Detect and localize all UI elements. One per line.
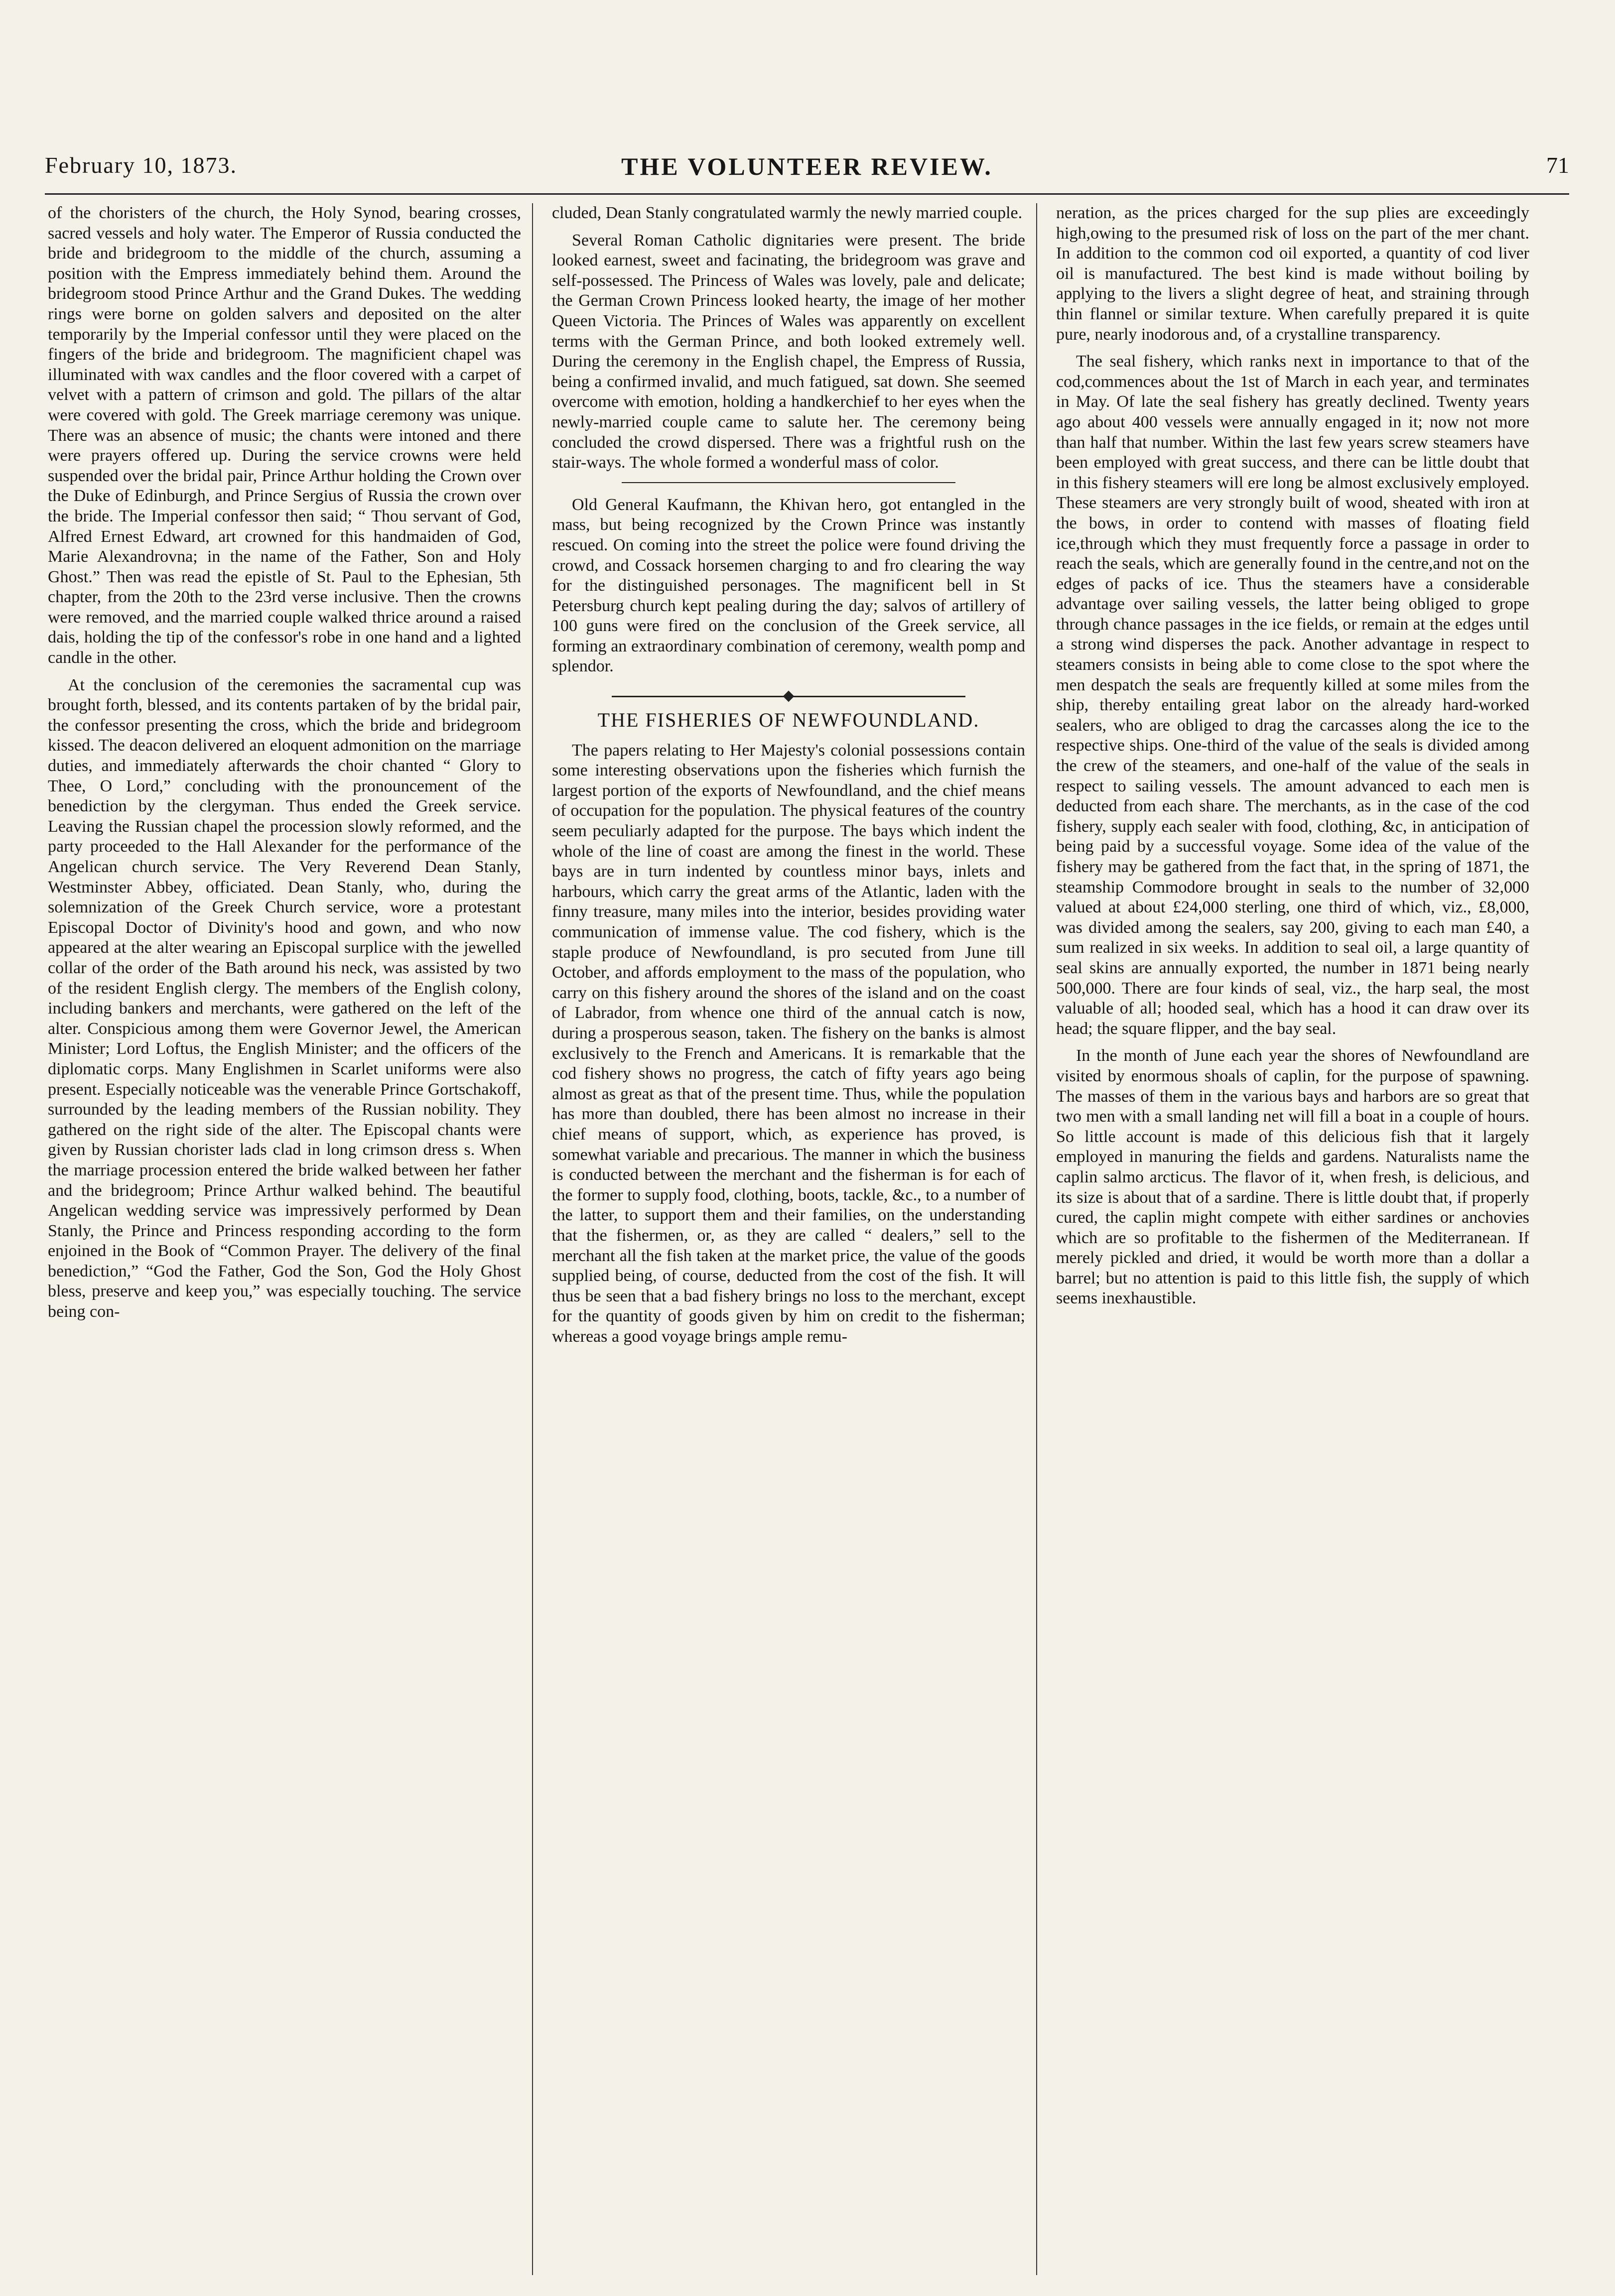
article-paragraph: of the choristers of the church, the Holy Synod, bearing crosses, sacred vessels and holy water. The Emperor of Russia conducted the bride and bridegroom to the middle of the church, assuming a position with the Empress immediately behind them. Around the bridegroom stood Prince Arthur and the Grand Dukes. The wedding rings were borne on golden salvers and deposited on the alter temporarily by the Imperial confessor until they were placed on the fingers of the bride and bridegroom. The magnificient chapel was illuminated with wax candles and the floor covered with a carpet of velvet with a pattern of crimson and gold. The pillars of the altar were covered with gold. The Greek marriage ceremony was unique. There was an absence of music; the chants were intoned and there were prayers offered up. During the service crowns were held suspended over the bridal pair, Prince Arthur holding the Crown over the Duke of Edinburgh, and Prince Sergius of Russia the crown over the bride. The Imperial confessor then said; “ Thou servant of God, Alfred Ernest Edward, art crowned for this handmaiden of God, Marie Alexandrovna; in the name of the Father, Son and Holy Ghost.” Then was read the epistle of St. Paul to the Ephesian, 5th chapter, from the 20th to the 23rd verse inclusive. Then the crowns were removed, and the married couple walked thrice around a raised dais, holding the tip of the confessor's robe in one hand and a lighted candle in the other. [48,204,521,667]
paragraph-rule [622,482,955,483]
page-number: 71 [1546,152,1569,178]
article-paragraph: Several Roman Catholic dignitaries were present. The bride looked earnest, sweet and facinating, the bridegroom was grave and self-possessed. The Princess of Wales was lovely, pale and delicate; the German Crown Princess looked hearty, the image of her mother Queen Victoria. The Princes of Wales was apparently on excellent terms with the German Prince, and both looked extremely well. During the ceremony in the English chapel, the Empress of Russia, being a confirmed invalid, and much fatigued, sat down. She seemed overcome with emotion, holding a handkerchief to her eyes when the newly-married couple came to salute her. The ceremony being concluded the crowd dispersed. There was a frightful rush on the stair-ways. The whole formed a wonderful mass of color. [552,231,1025,472]
column-3 [1056,203,1529,1309]
article-paragraph: At the conclusion of the ceremonies the sacramental cup was brought forth, blessed, and its contents partaken of by the bridal pair, the confessor presenting the cross, which the bride and bridegroom kissed. The deacon delivered an eloquent admonition on the marriage duties, and immediately afterwards the choir chanted “ Glory to Thee, O Lord,” concluding with the pronouncement of the benediction by the clergyman. Thus ended the Greek service. Leaving the Russian chapel the procession slowly reformed, and the party proceeded to the Hall Alexander for the performance of the Angelican church service. The Very Reverend Dean Stanly, Westminster Abbey, officiated. Dean Stanly, who, during the solemnization of the Greek Church service, wore a protestant Episcopal Doctor of Divinity's hood and gown, and who now appeared at the alter wearing an Episcopal surplice with the jewelled collar of the order of the Bath around his neck, was assisted by two of the resident English clergy. The members of the English colony, including bankers and merchants, were gathered on the left of the alter. Conspicious among them were Governor Jewel, the American Minister; Lord Loftus, the English Minister; and the officers of the diplomatic corps. Many Englishmen in Scarlet uniforms were also present. Especially noticeable was the venerable Prince Gortschakoff, surrounded by the leading members of the Russian nobility. They gathered on the right side of the alter. The Episcopal chants were given by Russian chorister lads clad in long crimson dress s. When the marriage procession entered the bride walked between her father and the bridegroom; Prince Arthur walked behind. The beautiful Angelican wedding service was impressively performed by Dean Stanly, the Prince and Princess responding according to the form enjoined in the Book of “Common Prayer. The delivery of the final benediction,” “God the Father, God the Son, God the Holy Ghost bless, preserve and keep you,” was especially touching. The service being con- [48,675,521,1321]
section-heading: THE FISHERIES OF NEWFOUNDLAND. [597,709,980,732]
issue-date: February 10, 1873. [45,152,238,178]
article-paragraph: In the month of June each year the shores of Newfoundland are visited by enormous shoals of caplin, for the purpose of spawning. The masses of them in the various bays and harbors are so great that two men with a small landing net will fill a boat in a couple of hours. So little account is made of this delicious fish that it largely employed in manuring the fields and gardens. Naturalists name the caplin salmo arcticus. The flavor of it, when fresh, is delicious, and its size is about that of a sardine. There is little doubt that, if properly cured, the caplin might compete with either sardines or anchovies which are so profitable to the fishermen of the Mediterranean. If merely pickled and dried, it would be worth more than a dollar a barrel; but no attention is paid to this little fish, the supply of which seems inexhaustible. [1056,1046,1529,1308]
divider-ornament [783,691,795,702]
article-paragraph: neration, as the prices charged for the sup plies are exceedingly high,owing to the presumed risk of loss on the part of the mer chant. In addition to the common cod oil exported, a quantity of cod liver oil is manufactured. The best kind is made without boiling by applying to the livers a slight degree of heat, and straining through thin flannel or similar texture. When carefully prepared it is quite pure, nearly inodorous and, of a crystalline transparency. [1056,204,1529,344]
column-1 [48,203,521,1322]
article-paragraph: The seal fishery, which ranks next in importance to that of the cod,commences about the 1st of March in each year, and terminates in May. Of late the seal fishery has greatly declined. Twenty years ago about 400 vessels were annually engaged in it; now not more than half that number. Within the last few years screw steamers have been employed with great success, and there can be little doubt that in this fishery steamers will ere long be almost exclusively employed. These steamers are very strongly built of wood, sheated with iron at the bows, in order to contend with masses of floating field ice,through which they must frequently force a passage in order to reach the seals, which are generally found in the centre,and not on the edges of packs of ice. Thus the steamers have a considerable advantage over sailing vessels, the latter being obliged to grope through chance passages in the ice fields, or remain at the edges until a strong wind disperses the pack. Another advantage in respect to steamers consists in being able to come close to the spot where the men despatch the seals are frequently killed at some miles from the ship, thereby entailing great labor on the already hard-worked sealers, who are obliged to drag the carcasses along the ice to the respective ships. One-third of the value of the seals is divided among the crew of the steamers, and one-half of the value of the seals in respect to sailing vessels. The amount advanced to each men is deducted from each share. The merchants, as in the case of the cod fishery, supply each sealer with food, clothing, &c, in anticipation of being paid by a successful voyage. Some idea of the value of the fishery may be gathered from the fact that, in the spring of 1871, the steamship Commodore brought in seals to the number of 32,000 valued at about £24,000 sterling, one third of which, viz., £8,000, was divided among the sealers, say 200, giving to each man £40, a sum realized in six weeks. In addition to seal oil, a large quantity of seal skins are annually exported, the number in 1871 being nearly 500,000. There are four kinds of seal, viz., the harp seal, the most valuable of all; hooded seal, which has a hood it can draw over its head; the square flipper, and the bay seal. [1056,352,1529,1038]
column-divider [532,203,533,2275]
column-divider [1036,203,1037,2275]
section-divider [612,696,965,697]
article-paragraph: cluded, Dean Stanly congratulated warmly the newly married couple. [552,204,1023,222]
column-2 [552,203,1025,1347]
masthead-title: THE VOLUNTEER REVIEW. [621,152,993,180]
page-header [45,152,1569,187]
article-paragraph: Old General Kaufmann, the Khivan hero, got entangled in the mass, but being recognized by the Crown Prince was instantly rescued. On coming into the street the police were found driving the crowd, and Cossack horsemen charging to and fro clearing the way for the distinguished personages. The magnificent bell in St Petersburg church kept pealing during the day; salvos of artillery of 100 guns were fired on the conclusion of the Greek service, all forming an extraordinary combination of ceremony, wealth pomp and splendor. [552,495,1025,676]
header-rule [45,193,1569,195]
article-paragraph: The papers relating to Her Majesty's colonial possessions contain some interesting observations upon the fisheries which furnish the largest portion of the exports of Newfoundland, and the chief means of occupation for the population. The physical features of the country seem peculiarly adapted for the purpose. The bays which indent the whole of the line of coast are among the finest in the world. These bays are in turn indented by countless minor bays, inlets and harbours, which carry the great arms of the Atlantic, laden with the finny treasure, many miles into the interior, besides providing water communication of immense value. The cod fishery, which is the staple produce of Newfoundland, is pro secuted from June till October, and affords employment to the mass of the population, who carry on this fishery around the shores of the island and on the coast of Labrador, from whence one third of the annual catch is now, during a prosperous season, taken. The fishery on the banks is almost exclusively to the French and Americans. It is remarkable that the cod fishery shows no progress, the catch of fifty years ago being almost as great as that of the present time. Thus, while the population has more than doubled, there has been almost no increase in their chief means of support, which, as experience has proved, is somewhat variable and precarious. The manner in which the business is conducted between the merchant and the fisherman is for each of the former to supply food, clothing, boots, tackle, &c., to a number of the latter, to support them and their families, on the understanding that the fishermen, or, as they are called “ dealers,” sell to the merchant all the fish taken at the market price, the value of the goods supplied being, of course, deducted from the cost of the fish. It will thus be seen that a bad fishery brings no loss to the merchant, except for the quantity of goods given by him on credit to the fisherman; whereas a good voyage brings ample remu- [552,741,1025,1346]
